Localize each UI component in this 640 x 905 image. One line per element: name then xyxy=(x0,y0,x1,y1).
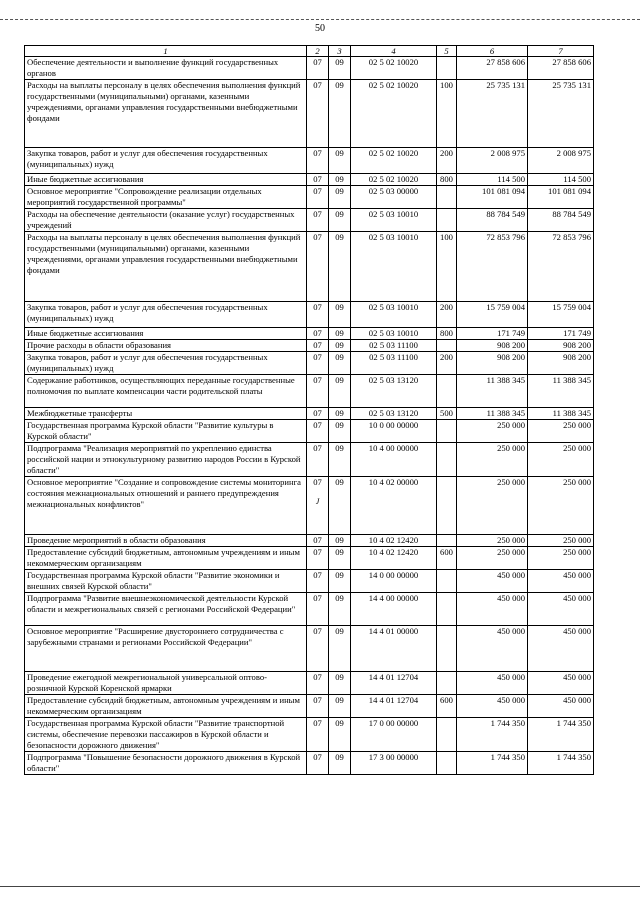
target-article-code: 14 4 01 12704 xyxy=(351,695,437,718)
amount-year-1: 11 388 345 xyxy=(457,408,528,420)
section-code: 07 xyxy=(307,57,329,80)
target-article-code: 02 5 02 10020 xyxy=(351,80,437,148)
target-article-code: 10 4 00 00000 xyxy=(351,443,437,477)
expense-type-code xyxy=(437,477,457,535)
header-col-6: 6 xyxy=(457,46,528,57)
header-col-3: 3 xyxy=(329,46,351,57)
subsection-code: 09 xyxy=(329,695,351,718)
table-row xyxy=(25,477,594,535)
table-row xyxy=(25,420,594,443)
expense-type-code: 800 xyxy=(437,328,457,340)
item-name: Основное мероприятие "Расширение двустороннего сотрудничества с зарубежными странами и регионами Российской Федерации" xyxy=(25,626,307,672)
target-article-code: 10 4 02 12420 xyxy=(351,547,437,570)
target-article-code: 14 4 01 00000 xyxy=(351,626,437,672)
amount-year-2: 11 388 345 xyxy=(528,408,594,420)
amount-year-2: 11 388 345 xyxy=(528,375,594,408)
target-article-code: 10 4 02 12420 xyxy=(351,535,437,547)
table-row xyxy=(25,232,594,302)
section-code: 07 xyxy=(307,302,329,328)
page-number: 50 xyxy=(315,23,325,34)
target-article-code: 17 0 00 00000 xyxy=(351,718,437,752)
table-row xyxy=(25,626,594,672)
header-col-1: 1 xyxy=(25,46,307,57)
table-row xyxy=(25,174,594,186)
expense-type-code xyxy=(437,420,457,443)
table-row xyxy=(25,340,594,352)
table-row xyxy=(25,209,594,232)
amount-year-2: 88 784 549 xyxy=(528,209,594,232)
target-article-code: 02 5 03 00000 xyxy=(351,186,437,209)
section-code: 07 xyxy=(307,375,329,408)
expense-type-code xyxy=(437,443,457,477)
section-code: 07 xyxy=(307,626,329,672)
section-code: 07 xyxy=(307,443,329,477)
subsection-code: 09 xyxy=(329,57,351,80)
subsection-code: 09 xyxy=(329,375,351,408)
target-article-code: 02 5 02 10020 xyxy=(351,174,437,186)
section-code: 07 xyxy=(307,672,329,695)
header-row xyxy=(25,46,594,57)
subsection-code: 09 xyxy=(329,186,351,209)
target-article-code: 14 4 00 00000 xyxy=(351,593,437,626)
expense-type-code: 200 xyxy=(437,302,457,328)
expense-type-code xyxy=(437,570,457,593)
target-article-code: 02 5 03 13120 xyxy=(351,408,437,420)
table-row xyxy=(25,443,594,477)
table-row xyxy=(25,328,594,340)
amount-year-2: 72 853 796 xyxy=(528,232,594,302)
subsection-code: 09 xyxy=(329,174,351,186)
target-article-code: 02 5 03 10010 xyxy=(351,302,437,328)
header-col-2: 2 xyxy=(307,46,329,57)
table-row xyxy=(25,352,594,375)
expense-type-code: 600 xyxy=(437,547,457,570)
amount-year-2: 27 858 606 xyxy=(528,57,594,80)
item-name: Иные бюджетные ассигнования xyxy=(25,328,307,340)
expense-type-code xyxy=(437,340,457,352)
subsection-code: 09 xyxy=(329,420,351,443)
header-col-5: 5 xyxy=(437,46,457,57)
handwritten-mark: J xyxy=(315,497,320,506)
amount-year-1: 250 000 xyxy=(457,443,528,477)
budget-table xyxy=(24,45,594,775)
table-row xyxy=(25,375,594,408)
amount-year-1: 114 500 xyxy=(457,174,528,186)
item-name: Проведение ежегодной межрегиональной универсальной оптово-розничной Курской Коренской ярмарки xyxy=(25,672,307,695)
target-article-code: 02 5 03 13120 xyxy=(351,375,437,408)
section-code: 07 xyxy=(307,340,329,352)
section-code: 07 xyxy=(307,593,329,626)
expense-type-code: 200 xyxy=(437,352,457,375)
item-name: Обеспечение деятельности и выполнение функций государственных органов xyxy=(25,57,307,80)
amount-year-1: 171 749 xyxy=(457,328,528,340)
table-body xyxy=(25,57,594,775)
amount-year-2: 171 749 xyxy=(528,328,594,340)
item-name: Расходы на выплаты персоналу в целях обеспечения выполнения функций государственными (муниципальными) органами, казенными учреждениями, органами управления государственными внебюджетными фондами xyxy=(25,80,307,148)
section-code: 07 xyxy=(307,148,329,174)
amount-year-1: 450 000 xyxy=(457,570,528,593)
amount-year-2: 2 008 975 xyxy=(528,148,594,174)
amount-year-1: 1 744 350 xyxy=(457,718,528,752)
table-row xyxy=(25,302,594,328)
amount-year-1: 27 858 606 xyxy=(457,57,528,80)
section-code: 07 J xyxy=(307,477,329,535)
amount-year-2: 114 500 xyxy=(528,174,594,186)
item-name: Предоставление субсидий бюджетным, автономным учреждениям и иным некоммерческим организациям xyxy=(25,547,307,570)
table-row xyxy=(25,80,594,148)
target-article-code: 02 5 02 10020 xyxy=(351,57,437,80)
amount-year-1: 15 759 004 xyxy=(457,302,528,328)
table-row xyxy=(25,148,594,174)
section-code: 07 xyxy=(307,186,329,209)
amount-year-1: 11 388 345 xyxy=(457,375,528,408)
target-article-code: 02 5 03 10010 xyxy=(351,209,437,232)
item-name: Проведение мероприятий в области образования xyxy=(25,535,307,547)
item-name: Подпрограмма "Повышение безопасности дорожного движения в Курской области" xyxy=(25,752,307,775)
subsection-code: 09 xyxy=(329,148,351,174)
amount-year-1: 450 000 xyxy=(457,695,528,718)
target-article-code: 02 5 03 11100 xyxy=(351,340,437,352)
item-name: Расходы на обеспечение деятельности (оказание услуг) государственных учреждений xyxy=(25,209,307,232)
table-row xyxy=(25,593,594,626)
section-code: 07 xyxy=(307,752,329,775)
subsection-code: 09 xyxy=(329,80,351,148)
item-name: Основное мероприятие "Создание и сопровождение системы мониторинга состояния межнациональных отношений и раннего предупреждения межнациональных конфликтов" xyxy=(25,477,307,535)
expense-type-code xyxy=(437,186,457,209)
bottom-rule xyxy=(0,886,640,887)
top-dashed-rule xyxy=(0,19,640,20)
table-row xyxy=(25,695,594,718)
amount-year-1: 2 008 975 xyxy=(457,148,528,174)
subsection-code: 09 xyxy=(329,232,351,302)
table-row xyxy=(25,408,594,420)
item-name: Закупка товаров, работ и услуг для обеспечения государственных (муниципальных) нужд xyxy=(25,302,307,328)
subsection-code: 09 xyxy=(329,570,351,593)
amount-year-2: 25 735 131 xyxy=(528,80,594,148)
amount-year-2: 250 000 xyxy=(528,535,594,547)
item-name: Государственная программа Курской области "Развитие транспортной системы, обеспечение перевозки пассажиров в Курской области и безопасности дорожного движения" xyxy=(25,718,307,752)
section-code: 07 xyxy=(307,352,329,375)
amount-year-1: 250 000 xyxy=(457,535,528,547)
amount-year-2: 908 200 xyxy=(528,340,594,352)
expense-type-code xyxy=(437,718,457,752)
item-name: Иные бюджетные ассигнования xyxy=(25,174,307,186)
table-row xyxy=(25,186,594,209)
amount-year-2: 450 000 xyxy=(528,626,594,672)
subsection-code: 09 xyxy=(329,328,351,340)
table-row xyxy=(25,547,594,570)
table-row xyxy=(25,57,594,80)
table-row xyxy=(25,535,594,547)
amount-year-1: 250 000 xyxy=(457,477,528,535)
item-name: Государственная программа Курской области "Развитие культуры в Курской области" xyxy=(25,420,307,443)
amount-year-2: 101 081 094 xyxy=(528,186,594,209)
subsection-code: 09 xyxy=(329,718,351,752)
item-name: Подпрограмма "Реализация мероприятий по укреплению единства российской нации и этнокультурному развитию народов России в Курской области" xyxy=(25,443,307,477)
subsection-code: 09 xyxy=(329,672,351,695)
expense-type-code: 500 xyxy=(437,408,457,420)
subsection-code: 09 xyxy=(329,593,351,626)
amount-year-2: 450 000 xyxy=(528,695,594,718)
expense-type-code xyxy=(437,535,457,547)
target-article-code: 02 5 03 10010 xyxy=(351,328,437,340)
item-name: Подпрограмма "Развитие внешнеэкономической деятельности Курской области и межрегиональных связей с регионами Российской Федерации" xyxy=(25,593,307,626)
amount-year-2: 15 759 004 xyxy=(528,302,594,328)
table-row xyxy=(25,570,594,593)
amount-year-1: 1 744 350 xyxy=(457,752,528,775)
item-name: Содержание работников, осуществляющих переданные государственные полномочия по выплате компенсации части родительской платы xyxy=(25,375,307,408)
subsection-code: 09 xyxy=(329,547,351,570)
amount-year-1: 250 000 xyxy=(457,420,528,443)
amount-year-2: 1 744 350 xyxy=(528,718,594,752)
expense-type-code xyxy=(437,57,457,80)
target-article-code: 10 0 00 00000 xyxy=(351,420,437,443)
expense-type-code xyxy=(437,672,457,695)
header-col-4: 4 xyxy=(351,46,437,57)
subsection-code: 09 xyxy=(329,302,351,328)
expense-type-code: 100 xyxy=(437,232,457,302)
amount-year-1: 908 200 xyxy=(457,340,528,352)
table-row xyxy=(25,752,594,775)
section-code: 07 xyxy=(307,232,329,302)
subsection-code: 09 xyxy=(329,626,351,672)
item-name: Предоставление субсидий бюджетным, автономным учреждениям и иным некоммерческим организациям xyxy=(25,695,307,718)
expense-type-code: 600 xyxy=(437,695,457,718)
target-article-code: 10 4 02 00000 xyxy=(351,477,437,535)
section-code: 07 xyxy=(307,408,329,420)
section-code: 07 xyxy=(307,80,329,148)
item-name: Расходы на выплаты персоналу в целях обеспечения выполнения функций государственными (муниципальными) органами, казенными учреждениями, органами управления государственными внебюджетными фондами xyxy=(25,232,307,302)
amount-year-2: 908 200 xyxy=(528,352,594,375)
expense-type-code: 200 xyxy=(437,148,457,174)
item-name: Основное мероприятие "Сопровождение реализации отдельных мероприятий государственной программы" xyxy=(25,186,307,209)
subsection-code: 09 xyxy=(329,340,351,352)
section-code: 07 xyxy=(307,547,329,570)
section-code: 07 xyxy=(307,695,329,718)
amount-year-1: 250 000 xyxy=(457,547,528,570)
amount-year-1: 72 853 796 xyxy=(457,232,528,302)
table-row xyxy=(25,718,594,752)
target-article-code: 02 5 03 11100 xyxy=(351,352,437,375)
subsection-code: 09 xyxy=(329,209,351,232)
header-col-7: 7 xyxy=(528,46,594,57)
subsection-code: 09 xyxy=(329,443,351,477)
table-row xyxy=(25,672,594,695)
subsection-code: 09 xyxy=(329,477,351,535)
section-code: 07 xyxy=(307,209,329,232)
target-article-code: 14 0 00 00000 xyxy=(351,570,437,593)
target-article-code: 02 5 02 10020 xyxy=(351,148,437,174)
target-article-code: 14 4 01 12704 xyxy=(351,672,437,695)
amount-year-1: 450 000 xyxy=(457,626,528,672)
section-code: 07 xyxy=(307,718,329,752)
target-article-code: 17 3 00 00000 xyxy=(351,752,437,775)
amount-year-1: 101 081 094 xyxy=(457,186,528,209)
amount-year-2: 450 000 xyxy=(528,570,594,593)
amount-year-1: 908 200 xyxy=(457,352,528,375)
amount-year-1: 25 735 131 xyxy=(457,80,528,148)
amount-year-1: 450 000 xyxy=(457,672,528,695)
item-name: Межбюджетные трансферты xyxy=(25,408,307,420)
expense-type-code xyxy=(437,752,457,775)
expense-type-code xyxy=(437,593,457,626)
item-name: Государственная программа Курской области "Развитие экономики и внешних связей Курской области" xyxy=(25,570,307,593)
item-name: Закупка товаров, работ и услуг для обеспечения государственных (муниципальных) нужд xyxy=(25,352,307,375)
section-code: 07 xyxy=(307,328,329,340)
amount-year-2: 450 000 xyxy=(528,593,594,626)
amount-year-2: 250 000 xyxy=(528,443,594,477)
amount-year-2: 450 000 xyxy=(528,672,594,695)
expense-type-code: 100 xyxy=(437,80,457,148)
amount-year-1: 450 000 xyxy=(457,593,528,626)
item-name: Прочие расходы в области образования xyxy=(25,340,307,352)
section-code: 07 xyxy=(307,535,329,547)
section-code: 07 xyxy=(307,174,329,186)
subsection-code: 09 xyxy=(329,752,351,775)
amount-year-2: 250 000 xyxy=(528,547,594,570)
section-code: 07 xyxy=(307,570,329,593)
subsection-code: 09 xyxy=(329,352,351,375)
expense-type-code xyxy=(437,375,457,408)
expense-type-code xyxy=(437,209,457,232)
amount-year-2: 250 000 xyxy=(528,477,594,535)
expense-type-code: 800 xyxy=(437,174,457,186)
amount-year-1: 88 784 549 xyxy=(457,209,528,232)
subsection-code: 09 xyxy=(329,408,351,420)
section-code: 07 xyxy=(307,420,329,443)
subsection-code: 09 xyxy=(329,535,351,547)
expense-type-code xyxy=(437,626,457,672)
target-article-code: 02 5 03 10010 xyxy=(351,232,437,302)
amount-year-2: 250 000 xyxy=(528,420,594,443)
amount-year-2: 1 744 350 xyxy=(528,752,594,775)
item-name: Закупка товаров, работ и услуг для обеспечения государственных (муниципальных) нужд xyxy=(25,148,307,174)
